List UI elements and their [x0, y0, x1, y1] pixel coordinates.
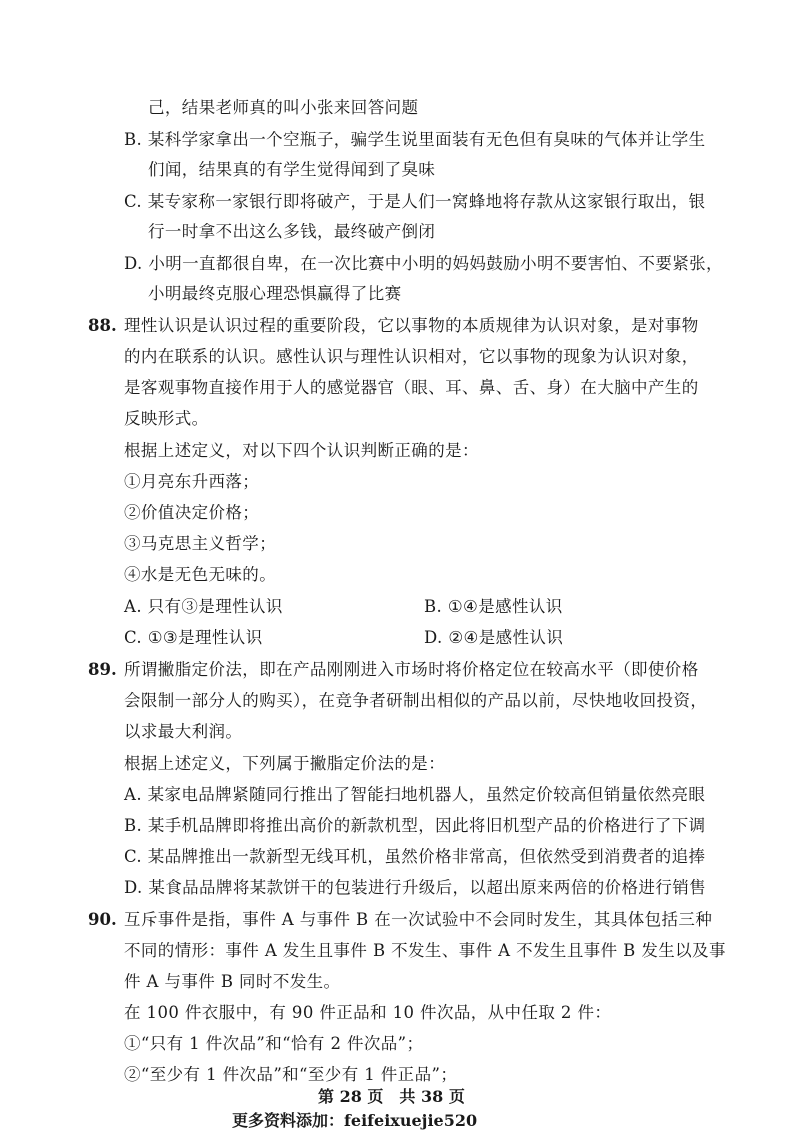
q88-item-4: ④水是无色无味的。 [124, 565, 277, 584]
q90-item-1: ①“只有 1 件次品”和“恰有 2 件次品”； [124, 1034, 424, 1053]
q87-option-c-line-2: 行一时拿不出这么多钱，最终破产倒闭 [148, 222, 436, 241]
q90-stem-line-2: 不同的情形：事件 A 发生且事件 B 不发生、事件 A 不发生且事件 B 发生以及事 [124, 941, 726, 960]
page-number: 第 28 页 共 38 页 [318, 1087, 465, 1106]
q89-stem-line-1: 所谓撇脂定价法，即在产品刚刚进入市场时将价格定位在较高水平（即使价格 [124, 660, 699, 679]
q88-item-1: ①月亮东升西落； [124, 472, 260, 491]
q88-stem-line-4: 反映形式。 [124, 409, 209, 428]
footer-contact: feifeixuejie520 [344, 1111, 478, 1130]
q89-number: 89. [88, 660, 117, 679]
q89-stem-line-2: 会限制一部分人的购买），在竞争者研制出相似的产品以前，尽快地收回投资， [124, 691, 708, 710]
q88-number: 88. [88, 316, 117, 335]
q88-option-d: D. ②④是感性认识 [424, 628, 564, 647]
q89-option-d: D. 某食品品牌将某款饼干的包装进行升级后，以超出原来两倍的价格进行销售 [124, 878, 707, 897]
q88-stem-line-3: 是客观事物直接作用于人的感觉器官（眼、耳、鼻、舌、身）在大脑中产生的 [124, 378, 699, 397]
footer-promo [232, 1110, 477, 1132]
footer-more-label: 更多资料添加： [232, 1111, 345, 1130]
q90-number: 90. [88, 910, 117, 929]
q89-prompt: 根据上述定义，下列属于撇脂定价法的是： [124, 754, 446, 773]
q88-prompt: 根据上述定义，对以下四个认识判断正确的是： [124, 441, 479, 460]
q89-option-c: C. 某品牌推出一款新型无线耳机，虽然价格非常高，但依然受到消费者的追捧 [124, 847, 706, 866]
q89-stem-line-3: 以求最大利润。 [124, 722, 243, 741]
q87-option-b-line-2: 们闻，结果真的有学生觉得闻到了臭味 [148, 160, 436, 179]
q87-option-d-line-2: 小明最终克服心理恐惧赢得了比赛 [148, 284, 402, 303]
q87-option-d-line-1: D. 小明一直都很自卑，在一次比赛中小明的妈妈鼓励小明不要害怕、不要紧张， [124, 254, 723, 273]
q88-stem-line-2: 的内在联系的认识。感性认识与理性认识相对，它以事物的现象为认识对象， [124, 347, 699, 366]
q87-option-a-continuation: 己，结果老师真的叫小张来回答问题 [148, 98, 419, 117]
q87-option-b-line-1: B. 某科学家拿出一个空瓶子，骗学生说里面装有无色但有臭味的气体并让学生 [124, 130, 706, 149]
q90-prompt: 在 100 件衣服中，有 90 件正品和 10 件次品，从中任取 2 件： [124, 1003, 612, 1022]
q88-option-a: A. 只有③是理性认识 [124, 597, 283, 616]
q89-option-b: B. 某手机品牌即将推出高价的新款机型，因此将旧机型产品的价格进行了下调 [124, 816, 706, 835]
q90-stem-line-1: 互斥事件是指，事件 A 与事件 B 在一次试验中不会同时发生，其具体包括三种 [124, 910, 713, 929]
q88-item-2: ②价值决定价格； [124, 503, 260, 522]
q88-option-c: C. ①③是理性认识 [124, 628, 263, 647]
q89-option-a: A. 某家电品牌紧随同行推出了智能扫地机器人，虽然定价较高但销量依然亮眼 [124, 785, 706, 804]
q88-item-3: ③马克思主义哲学； [124, 534, 277, 553]
q88-stem-line-1: 理性认识是认识过程的重要阶段，它以事物的本质规律为认识对象，是对事物 [124, 316, 699, 335]
q90-item-2: ②“至少有 1 件次品”和“至少有 1 件正品”； [124, 1065, 458, 1084]
q90-stem-line-3: 件 A 与事件 B 同时不发生。 [124, 972, 341, 991]
q87-option-c-line-1: C. 某专家称一家银行即将破产，于是人们一窝蜂地将存款从这家银行取出，银 [124, 192, 706, 211]
q88-option-b: B. ①④是感性认识 [424, 597, 563, 616]
